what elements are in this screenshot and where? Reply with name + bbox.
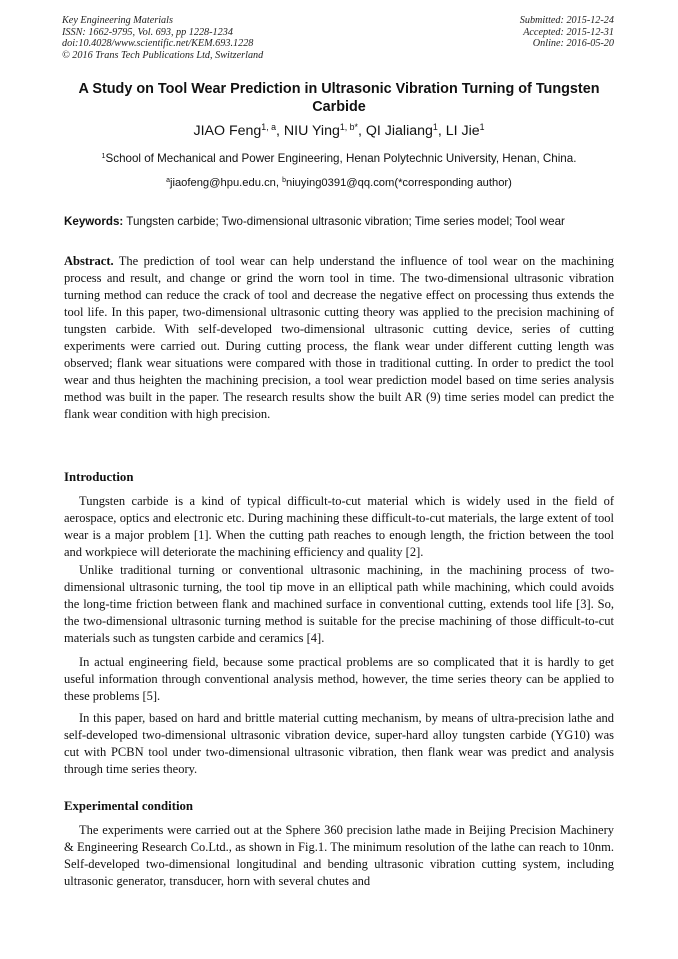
abstract-text: The prediction of tool wear can help understand the influence of tool wear on the machining process and result, and change or grind the worn tool in time. The two-dimensional ultrasonic vibration turning method can reduce the crack of tool and decrease the negative effect on processing thus extends the tool life. In this paper, two-dimensional ultrasonic cutting theory was applied to the precision machining of tungsten carbide. With self-developed two-dimensional ultrasonic cutting device, series of cutting experiments were carried out. During cutting process, the flank wear under different cutting length was observed; flank wear situations were compared with those in traditional cutting. In order to predict the tool wear and thus heighten the machining precision, a tool wear prediction model based on time series analysis method was built in the paper. The research results show the built AR (9) time series model can predict the flank wear condition with high precision. xyxy=(64,254,614,422)
intro-paragraph-2: Unlike traditional turning or conventional ultrasonic machining, in the machining process of two-dimensional ultrasonic turning, the tool tip move in an elliptical path while machining, which could avoids the long-time friction between flank and machined surface in conventional cutting, extends tool life [3]. So, the two-dimensional ultrasonic turning method is suitable for the precise machining of those difficult-to-cut materials such as tungsten carbide and ceramics [4]. xyxy=(64,563,614,646)
journal-name: Key Engineering Materials xyxy=(62,15,173,26)
section-heading-experimental: Experimental condition xyxy=(64,799,194,813)
author: NIU Ying$^{1, b*}$, xyxy=(283,122,366,139)
journal-header xyxy=(62,15,263,61)
email-b[interactable]: niuying0391@qq.com(*corresponding author) xyxy=(285,177,512,189)
author: QI Jialiang$^1$, xyxy=(365,122,446,139)
affiliation: $^1$School of Mechanical and Power Engineering, Henan Polytechnic University, Henan, China. xyxy=(101,151,577,165)
copyright-line: © 2016 Trans Tech Publications Ltd, Switzerland xyxy=(62,49,264,61)
intro-paragraph-3: In actual engineering field, because some practical problems are so complicated that it is hardly to get useful information through conventional analysis method, however, the time series theory can be applied to these problems [5]. xyxy=(64,655,614,704)
doi-link[interactable]: doi:10.4028/www.scientific.net/KEM.693.1228 xyxy=(62,38,254,50)
intro-paragraph-1: Tungsten carbide is a kind of typical difficult-to-cut material which is widely used in the field of aerospace, optics and electronic etc. During machining these difficult-to-cut materials, the large extent of tool wear is a major problem [1]. When the cutting path reaches to enough length, the friction between the tool and workpiece will deteriorate the machining efficiency and quality [2]. xyxy=(64,494,614,560)
submitted-date: Submitted: 2015-12-24 xyxy=(519,15,614,26)
keywords-label: Keywords: xyxy=(64,215,124,228)
abstract-paragraph xyxy=(64,253,614,423)
email-a[interactable]: jiaofeng@hpu.edu.cn, xyxy=(169,177,283,189)
dates-header xyxy=(520,15,614,50)
keywords-text: Tungsten carbide; Two-dimensional ultrasonic vibration; Time series model; Tool wear xyxy=(123,215,565,228)
online-date: Online: 2016-05-20 xyxy=(532,38,614,50)
abstract-label: Abstract. xyxy=(64,254,114,268)
accepted-date: Accepted: 2015-12-31 xyxy=(523,26,614,38)
keywords xyxy=(64,214,624,229)
author-list xyxy=(40,122,638,140)
author: LI Jie$^1$ xyxy=(445,122,485,139)
paper-title: A Study on Tool Wear Prediction in Ultrasonic Vibration Turning of Tungsten Carbide xyxy=(78,81,600,115)
intro-paragraph-4: In this paper, based on hard and brittle material cutting mechanism, by means of ultra-precision lathe and self-developed two-dimensional ultrasonic vibration device, super-hard alloy tungsten carbide (YG10) was cut with PCBN tool under two-dimensional ultrasonic vibration, then flank wear was predict and analysis through time series theory. xyxy=(64,711,614,777)
experimental-paragraph: The experiments were carried out at the Sphere 360 precision lathe made in Beijing Precision Machinery & Engineering Research Co.Ltd., as shown in Fig.1. The minimum resolution of the lathe can reach to 10nm. Self-developed two-dimensional longitudinal and bending ultrasonic vibration cutting system, including ultrasonic generator, transducer, horn with several chutes and xyxy=(64,823,614,889)
issn-line: ISSN: 1662-9795, Vol. 693, pp 1228-1234 xyxy=(62,26,233,38)
section-heading-introduction: Introduction xyxy=(64,470,134,484)
author: JIAO Feng$^{1, a}$, xyxy=(193,122,284,139)
author-emails: $^a$jiaofeng@hpu.edu.cn, $^b$niuying0391@qq.com(*corresponding author) xyxy=(166,177,512,189)
